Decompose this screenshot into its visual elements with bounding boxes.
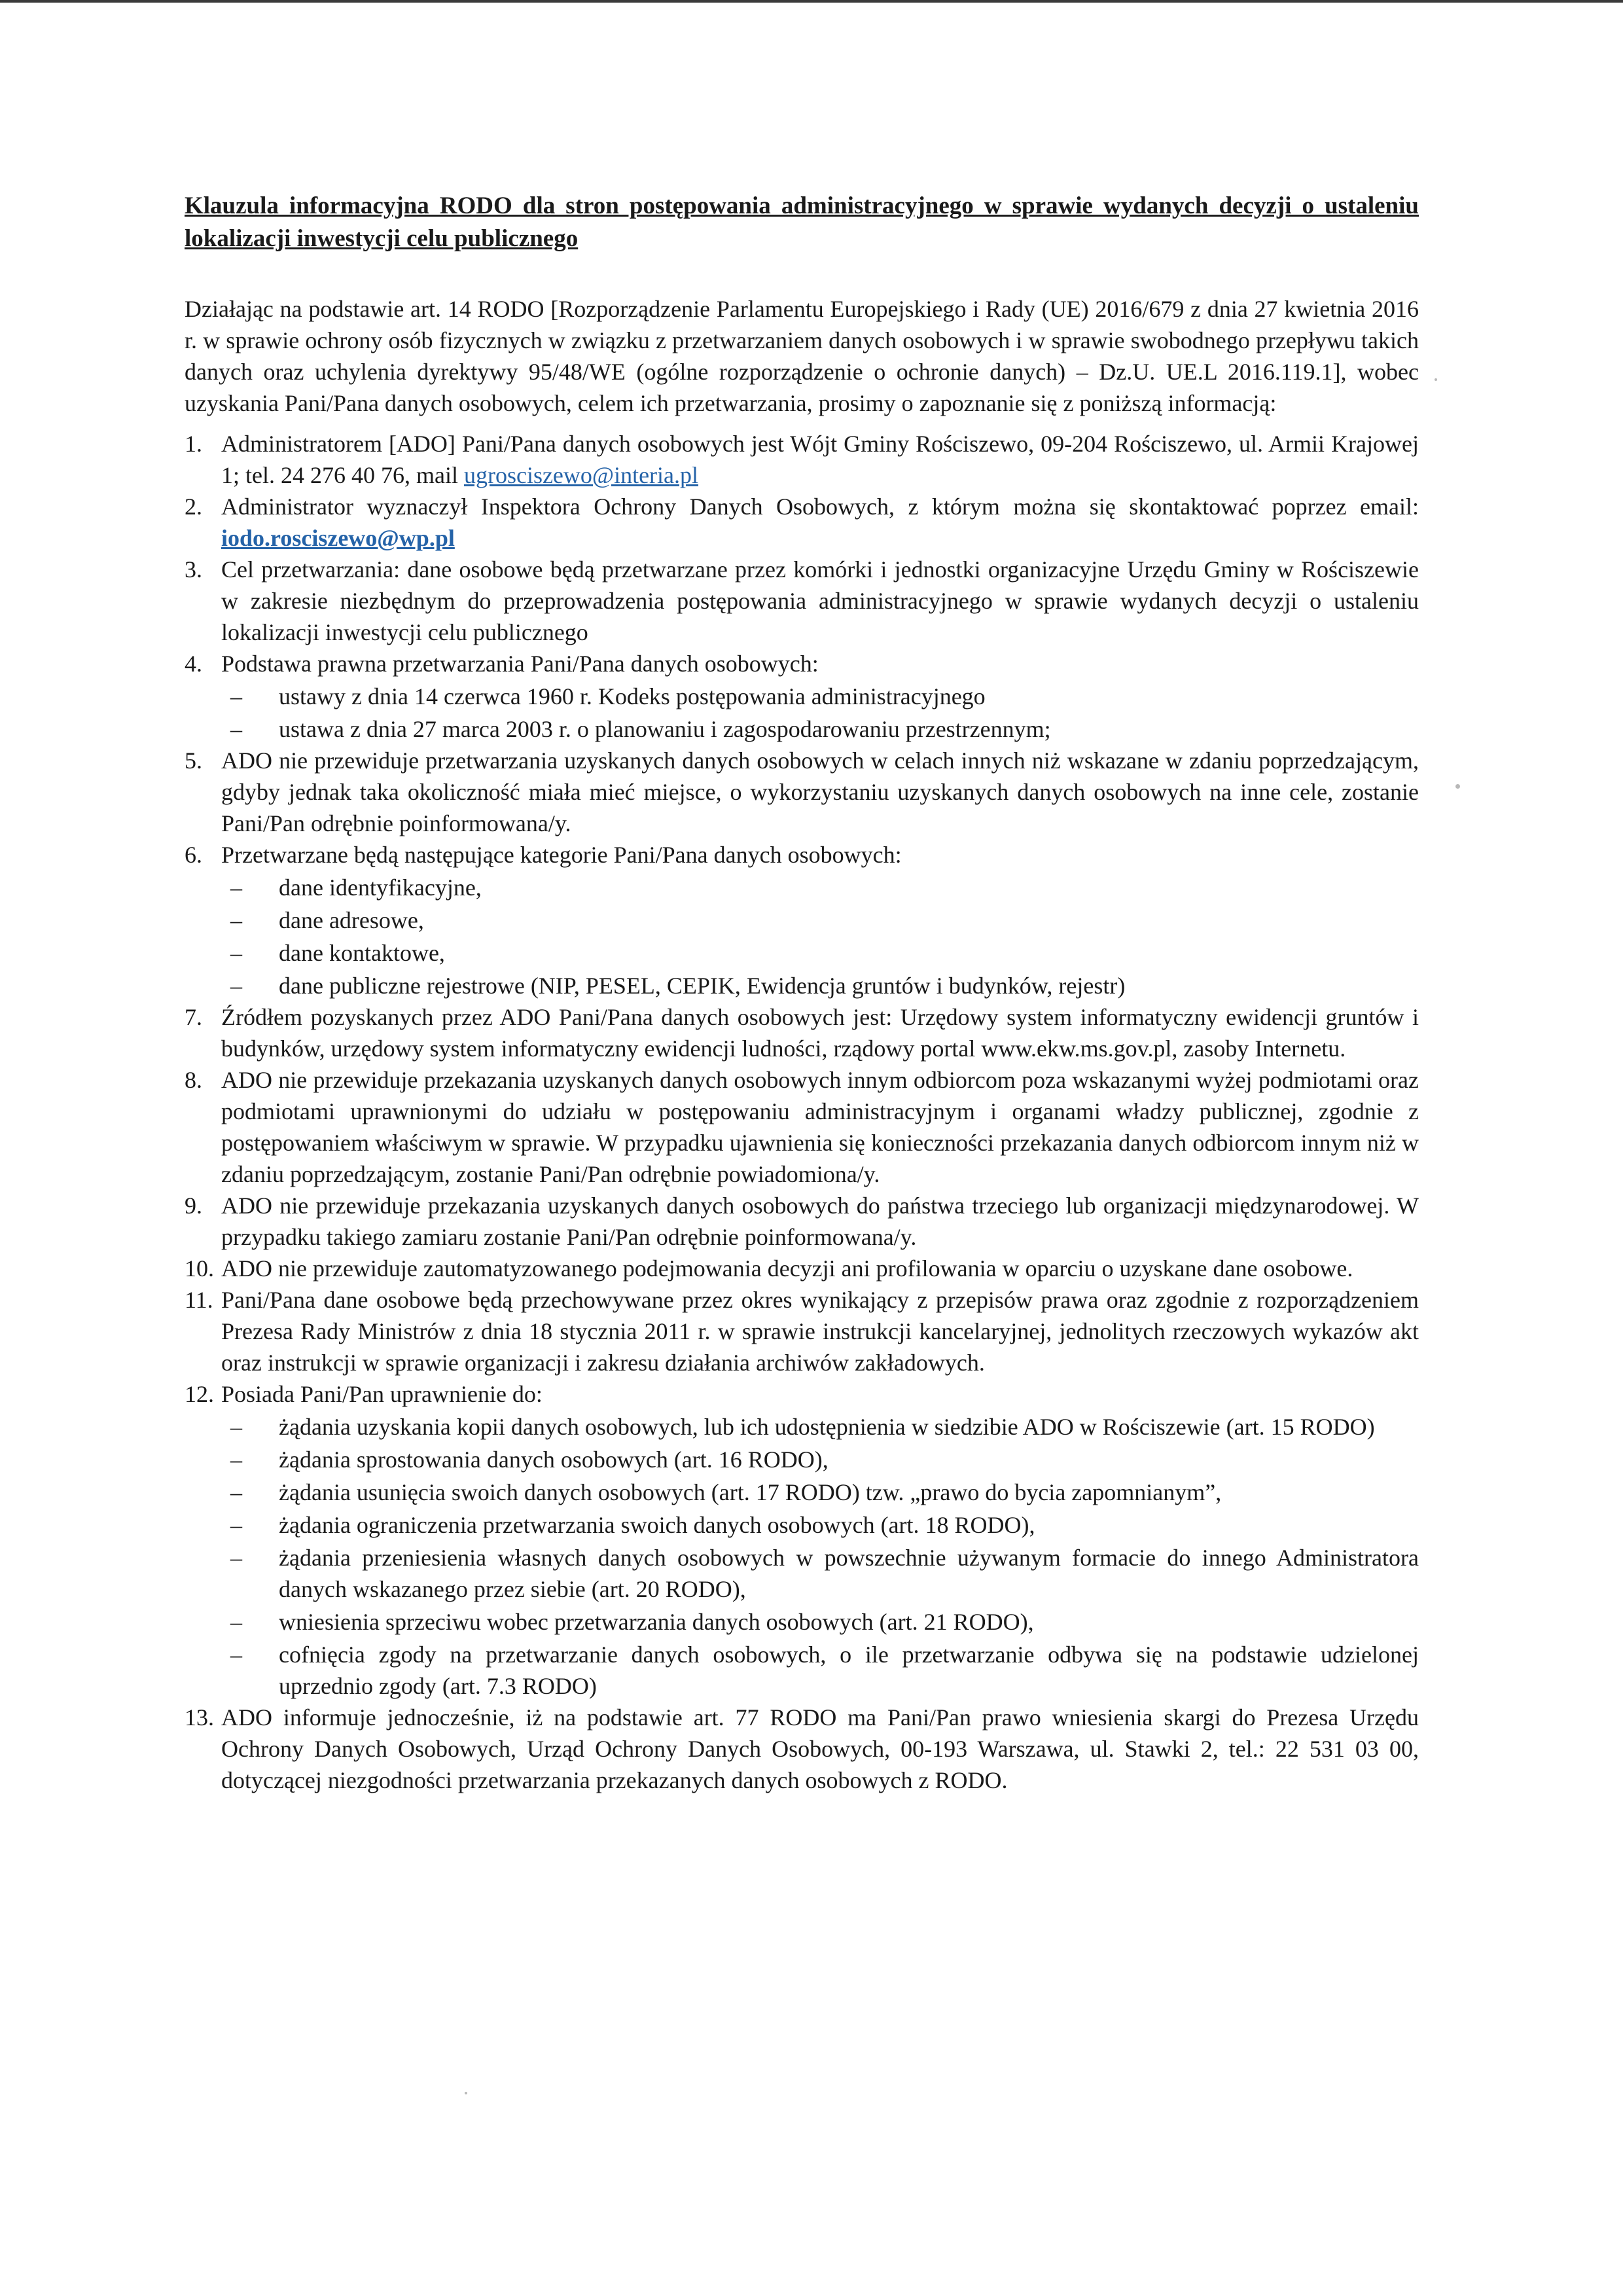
list-item	[185, 428, 1419, 491]
dash-bullet: –	[230, 1414, 242, 1440]
list-item-text: Pani/Pana dane osobowe będą przechowywane przez okres wynikający z przepisów prawa oraz zgodnie z rozporządzeniem Prezesa Rady Ministrów z dnia 18 stycznia 2011 r. w sprawie instrukcji kancelaryjnej, jednolitych rzeczowych wykazów akt oraz instrukcji w sprawie organizacji i zakresu działania archiwów zakładowych.	[221, 1287, 1419, 1376]
list-item-number: 8.	[185, 1067, 202, 1093]
dash-bullet: –	[230, 1479, 242, 1505]
dash-bullet: –	[230, 1641, 242, 1668]
list-item-number: 5.	[185, 747, 202, 774]
sublist-item-text: ustawa z dnia 27 marca 2003 r. o planowaniu i zagospodarowaniu przestrzennym;	[279, 716, 1051, 742]
list-item-number: 9.	[185, 1193, 202, 1219]
list-item-text: ADO informuje jednocześnie, iż na podstawie art. 77 RODO ma Pani/Pan prawo wniesienia skargi do Prezesa Urzędu Ochrony Danych Osobowych, Urząd Ochrony Danych Osobowych, 00-193 Warszawa, ul. Stawki 2, tel.: 22 531 03 00, dotyczącej niezgodności przetwarzania przekazanych danych osobowych z RODO.	[221, 1704, 1419, 1793]
sublist-item	[221, 937, 1419, 969]
sublist-item	[221, 872, 1419, 903]
list-item	[185, 1190, 1419, 1253]
sublist-item	[221, 1477, 1419, 1508]
sublist-item	[221, 1606, 1419, 1638]
sublist-item	[221, 1411, 1419, 1443]
sublist-item-text: dane publiczne rejestrowe (NIP, PESEL, CEPIK, Ewidencja gruntów i budynków, rejestr)	[279, 973, 1126, 999]
list-item-number: 3.	[185, 556, 202, 583]
sublist-item-text: cofnięcia zgody na przetwarzanie danych osobowych, o ile przetwarzanie odbywa się na podstawie udzielonej uprzednio zgody (art. 7.3 RODO)	[279, 1641, 1419, 1699]
list-item	[185, 648, 1419, 745]
list-item	[185, 1702, 1419, 1796]
sublist-item-text: wniesienia sprzeciwu wobec przetwarzania danych osobowych (art. 21 RODO),	[279, 1609, 1034, 1635]
sublist-item	[221, 1639, 1419, 1702]
email-link[interactable]: iodo.rosciszewo@wp.pl	[221, 525, 455, 551]
list-item-text: Podstawa prawna przetwarzania Pani/Pana danych osobowych:	[221, 651, 819, 677]
sublist-item	[221, 1509, 1419, 1541]
scan-speck	[1435, 378, 1437, 381]
list-item	[185, 1284, 1419, 1378]
list-item-number: 12.	[185, 1381, 214, 1407]
list-item-text: ADO nie przewiduje zautomatyzowanego podejmowania decyzji ani profilowania w oparciu o uzyskane dane osobowe.	[221, 1255, 1353, 1282]
sublist-item-text: żądania uzyskania kopii danych osobowych, lub ich udostępnienia w siedzibie ADO w Rościszewie (art. 15 RODO)	[279, 1414, 1375, 1440]
numbered-list	[185, 428, 1419, 1796]
list-item	[185, 554, 1419, 648]
scan-speck	[1455, 784, 1460, 789]
sublist-item	[221, 970, 1419, 1001]
document-title: Klauzula informacyjna RODO dla stron postępowania administracyjnego w sprawie wydanych decyzji o ustaleniu lokalizacji inwestycji celu publicznego	[185, 192, 1419, 252]
dash-sublist	[221, 681, 1419, 745]
sublist-item-text: dane adresowe,	[279, 907, 424, 933]
dash-bullet: –	[230, 940, 242, 966]
dash-bullet: –	[230, 973, 242, 999]
dash-sublist	[221, 872, 1419, 1001]
dash-bullet: –	[230, 1512, 242, 1538]
intro-paragraph: Działając na podstawie art. 14 RODO [Rozporządzenie Parlamentu Europejskiego i Rady (UE) 2016/679 z dnia 27 kwietnia 2016 r. w sprawie ochrony osób fizycznych w związku z przetwarzaniem danych osobowych i w sprawie swobodnego przepływu takich danych oraz uchylenia dyrektywy 95/48/WE (ogólne rozporządzenie o ochronie danych) – Dz.U. UE.L 2016.119.1], wobec uzyskania Pani/Pana danych osobowych, celem ich przetwarzania, prosimy o zapoznanie się z poniższą informacją:	[185, 296, 1419, 416]
sublist-item	[221, 713, 1419, 745]
list-item-text: Źródłem pozyskanych przez ADO Pani/Pana danych osobowych jest: Urzędowy system informatyczny ewidencji gruntów i budynków, urzędowy system informatyczny ewidencji ludności, rządowy portal www.ekw.ms.gov.pl, zasoby Internetu.	[221, 1004, 1419, 1062]
dash-bullet: –	[230, 1446, 242, 1473]
dash-bullet: –	[230, 907, 242, 933]
list-item-number: 1.	[185, 431, 202, 457]
dash-bullet: –	[230, 683, 242, 709]
list-item-text: Administrator wyznaczył Inspektora Ochrony Danych Osobowych, z którym można się skontaktować poprzez email:	[221, 493, 1419, 520]
dash-bullet: –	[230, 1609, 242, 1635]
list-item	[185, 1253, 1419, 1284]
list-item-text: ADO nie przewiduje przekazania uzyskanych danych osobowych do państwa trzeciego lub organizacji międzynarodowej. W przypadku takiego zamiaru zostanie Pani/Pan odrębnie poinformowana/y.	[221, 1193, 1419, 1250]
list-item-number: 4.	[185, 651, 202, 677]
scan-speck	[465, 2092, 467, 2094]
list-item	[185, 745, 1419, 839]
list-item-text: ADO nie przewiduje przetwarzania uzyskanych danych osobowych w celach innych niż wskazane w zdaniu poprzedzającym, gdyby jednak taka okoliczność miała mieć miejsce, o wykorzystaniu uzyskanych danych osobowych na inne cele, zostanie Pani/Pan odrębnie poinformowana/y.	[221, 747, 1419, 836]
dash-bullet: –	[230, 874, 242, 901]
list-item	[185, 1001, 1419, 1064]
list-item	[185, 1378, 1419, 1702]
scan-top-edge	[0, 0, 1623, 3]
dash-sublist	[221, 1411, 1419, 1702]
list-item-text: Posiada Pani/Pan uprawnienie do:	[221, 1381, 543, 1407]
sublist-item-text: żądania ograniczenia przetwarzania swoich danych osobowych (art. 18 RODO),	[279, 1512, 1035, 1538]
dash-bullet: –	[230, 1545, 242, 1571]
list-item-number: 2.	[185, 493, 202, 520]
list-item-number: 11.	[185, 1287, 213, 1313]
email-link[interactable]: ugrosciszewo@interia.pl	[463, 462, 699, 488]
sublist-item	[221, 1444, 1419, 1475]
list-item	[185, 491, 1419, 554]
list-item-text: ADO nie przewiduje przekazania uzyskanych danych osobowych innym odbiorcom poza wskazanymi wyżej podmiotami oraz podmiotami uprawnionymi do udziału w postępowaniu administracyjnym i organami władzy publicznej, zgodnie z postępowaniem właściwym w sprawie. W przypadku ujawnienia się konieczności przekazania danych odbiorcom innym niż w zdaniu poprzedzającym, zostanie Pani/Pan odrębnie powiadomiona/y.	[221, 1067, 1419, 1187]
list-item	[185, 839, 1419, 1001]
sublist-item-text: dane kontaktowe,	[279, 940, 445, 966]
list-item-number: 6.	[185, 842, 202, 868]
list-item-text: Administratorem [ADO] Pani/Pana danych osobowych jest Wójt Gminy Rościszewo, 09-204 Rościszewo, ul. Armii Krajowej 1; tel. 24 276 40 76, mail	[221, 431, 1419, 488]
list-item	[185, 1064, 1419, 1190]
list-item-text: Cel przetwarzania: dane osobowe będą przetwarzane przez komórki i jednostki organizacyjne Urzędu Gminy w Rościszewie w zakresie niezbędnym do przeprowadzenia postępowania administracyjnego w sprawie wydanych decyzji o ustaleniu lokalizacji inwestycji celu publicznego	[221, 556, 1419, 645]
sublist-item-text: żądania usunięcia swoich danych osobowych (art. 17 RODO) tzw. „prawo do bycia zapomnianym”,	[279, 1479, 1222, 1505]
sublist-item-text: dane identyfikacyjne,	[279, 874, 482, 901]
document-body	[185, 190, 1419, 1796]
sublist-item-text: żądania przeniesienia własnych danych osobowych w powszechnie używanym formacie do innego Administratora danych wskazanego przez siebie (art. 20 RODO),	[279, 1545, 1419, 1602]
sublist-item	[221, 681, 1419, 712]
sublist-item-text: ustawy z dnia 14 czerwca 1960 r. Kodeks postępowania administracyjnego	[279, 683, 986, 709]
sublist-item	[221, 905, 1419, 936]
list-item-number: 7.	[185, 1004, 202, 1030]
list-item-number: 13.	[185, 1704, 214, 1731]
list-item-text: Przetwarzane będą następujące kategorie Pani/Pana danych osobowych:	[221, 842, 902, 868]
dash-bullet: –	[230, 716, 242, 742]
sublist-item	[221, 1542, 1419, 1605]
list-item-number: 10.	[185, 1255, 214, 1282]
sublist-item-text: żądania sprostowania danych osobowych (art. 16 RODO),	[279, 1446, 829, 1473]
